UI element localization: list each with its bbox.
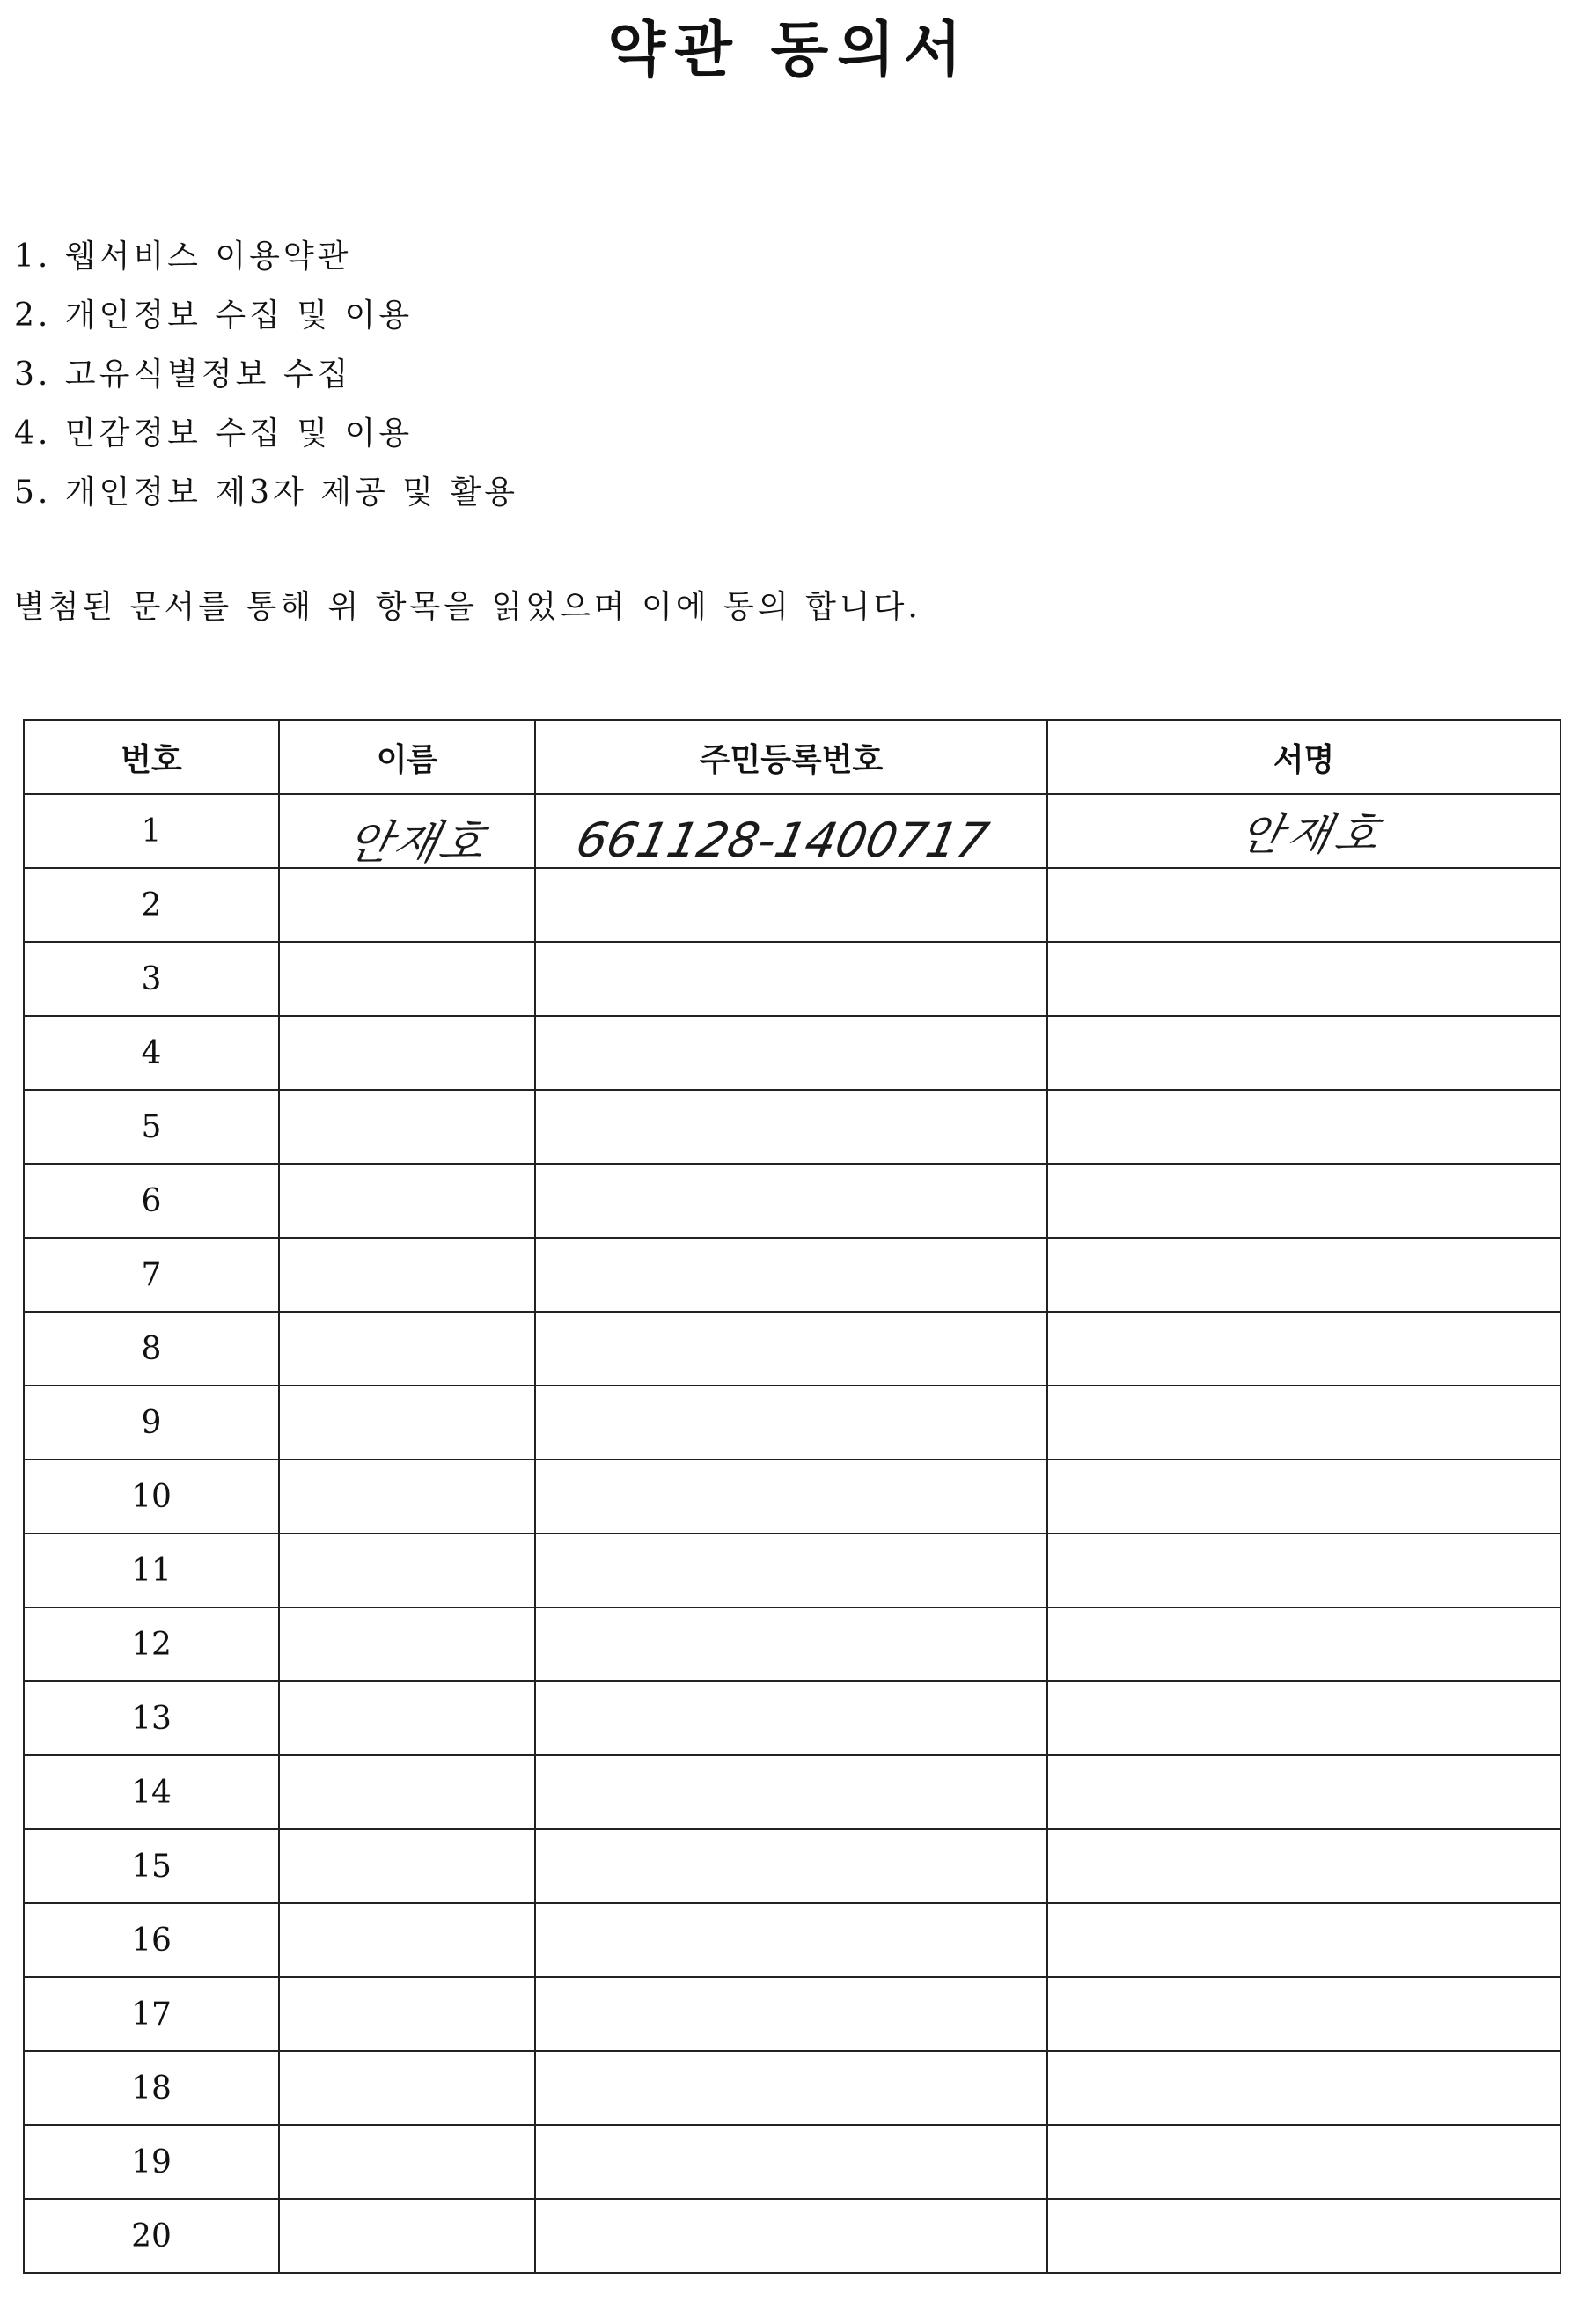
resident-number-cell[interactable] xyxy=(535,1755,1047,1829)
row-number: 4 xyxy=(24,1016,279,1090)
table-row xyxy=(24,1681,1560,1755)
signature-cell[interactable] xyxy=(1047,1977,1560,2051)
row-number: 5 xyxy=(24,1090,279,1164)
table-row xyxy=(24,1755,1560,1829)
name-cell[interactable] xyxy=(279,1977,535,2051)
name-cell[interactable] xyxy=(279,1386,535,1460)
resident-number-cell[interactable] xyxy=(535,1386,1047,1460)
row-number: 14 xyxy=(24,1755,279,1829)
terms-item: 3. 고유식별정보 수집 xyxy=(14,357,352,393)
table-row xyxy=(24,942,1560,1016)
table-row xyxy=(24,1533,1560,1607)
name-cell[interactable] xyxy=(279,2125,535,2199)
name-cell[interactable] xyxy=(279,1533,535,1607)
name-cell[interactable] xyxy=(279,1016,535,1090)
row-number: 1 xyxy=(24,794,279,868)
name-cell[interactable] xyxy=(279,1090,535,1164)
signature-cell[interactable] xyxy=(1047,1386,1560,1460)
handwritten-resident-number: 661128-1400717 xyxy=(571,812,994,868)
row-number: 10 xyxy=(24,1460,279,1533)
resident-number-cell[interactable] xyxy=(535,1312,1047,1386)
signature-cell[interactable] xyxy=(1047,2051,1560,2125)
terms-item: 2. 개인정보 수집 및 이용 xyxy=(14,298,414,334)
name-cell[interactable] xyxy=(279,1829,535,1903)
terms-list xyxy=(14,227,518,522)
consent-statement: 별첨된 문서를 통해 위 항목을 읽었으며 이에 동의 합니다. xyxy=(14,589,921,625)
signature-cell[interactable] xyxy=(1047,1681,1560,1755)
name-cell[interactable] xyxy=(279,1238,535,1312)
row-number: 6 xyxy=(24,1164,279,1238)
signature-cell[interactable] xyxy=(1047,2199,1560,2273)
resident-number-cell[interactable] xyxy=(535,1977,1047,2051)
table-row xyxy=(24,794,1560,868)
name-cell[interactable] xyxy=(279,942,535,1016)
resident-number-cell[interactable] xyxy=(535,1681,1047,1755)
resident-number-cell[interactable] xyxy=(535,794,1047,868)
signature-cell[interactable] xyxy=(1047,1829,1560,1903)
terms-item: 5. 개인정보 제3자 제공 및 활용 xyxy=(14,474,519,511)
name-cell[interactable] xyxy=(279,1755,535,1829)
resident-number-cell[interactable] xyxy=(535,942,1047,1016)
name-cell[interactable] xyxy=(279,1164,535,1238)
name-cell[interactable] xyxy=(279,1607,535,1681)
table-row xyxy=(24,1977,1560,2051)
handwritten-signature: 안재호 xyxy=(1235,809,1390,860)
column-header-name: 이름 xyxy=(279,720,535,794)
name-cell[interactable] xyxy=(279,2199,535,2273)
consent-table xyxy=(23,719,1561,2274)
row-number: 19 xyxy=(24,2125,279,2199)
resident-number-cell[interactable] xyxy=(535,2051,1047,2125)
table-row xyxy=(24,1607,1560,1681)
table-row xyxy=(24,868,1560,942)
name-cell[interactable] xyxy=(279,794,535,868)
row-number: 12 xyxy=(24,1607,279,1681)
signature-cell[interactable] xyxy=(1047,794,1560,868)
name-cell[interactable] xyxy=(279,1903,535,1977)
resident-number-cell[interactable] xyxy=(535,868,1047,942)
name-cell[interactable] xyxy=(279,2051,535,2125)
signature-cell[interactable] xyxy=(1047,1903,1560,1977)
row-number: 13 xyxy=(24,1681,279,1755)
signature-cell[interactable] xyxy=(1047,1607,1560,1681)
row-number: 17 xyxy=(24,1977,279,2051)
signature-cell[interactable] xyxy=(1047,2125,1560,2199)
row-number: 16 xyxy=(24,1903,279,1977)
row-number: 11 xyxy=(24,1533,279,1607)
name-cell[interactable] xyxy=(279,868,535,942)
table-row xyxy=(24,1829,1560,1903)
column-header-signature: 서명 xyxy=(1047,720,1560,794)
table-row xyxy=(24,1016,1560,1090)
row-number: 15 xyxy=(24,1829,279,1903)
terms-item: 1. 웹서비스 이용약관 xyxy=(14,239,352,275)
table-row xyxy=(24,2199,1560,2273)
name-cell[interactable] xyxy=(279,1460,535,1533)
table-row xyxy=(24,1386,1560,1460)
signature-cell[interactable] xyxy=(1047,868,1560,942)
name-cell[interactable] xyxy=(279,1312,535,1386)
row-number: 20 xyxy=(24,2199,279,2273)
row-number: 2 xyxy=(24,868,279,942)
resident-number-cell[interactable] xyxy=(535,1016,1047,1090)
signature-cell[interactable] xyxy=(1047,1238,1560,1312)
column-header-resident-number: 주민등록번호 xyxy=(535,720,1047,794)
row-number: 3 xyxy=(24,942,279,1016)
signature-cell[interactable] xyxy=(1047,1533,1560,1607)
table-row xyxy=(24,1903,1560,1977)
terms-item: 4. 민감정보 수집 및 이용 xyxy=(14,416,414,452)
signature-cell[interactable] xyxy=(1047,1312,1560,1386)
document-title: 약관 동의서 xyxy=(607,16,971,85)
resident-number-cell[interactable] xyxy=(535,1903,1047,1977)
row-number: 9 xyxy=(24,1386,279,1460)
resident-number-cell[interactable] xyxy=(535,1090,1047,1164)
table-body xyxy=(24,794,1560,2273)
row-number: 18 xyxy=(24,2051,279,2125)
resident-number-cell[interactable] xyxy=(535,1607,1047,1681)
column-header-number: 번호 xyxy=(24,720,279,794)
table-row xyxy=(24,1090,1560,1164)
table-row xyxy=(24,1460,1560,1533)
table-header-row xyxy=(24,720,1560,794)
table-row xyxy=(24,1164,1560,1238)
table-row xyxy=(24,2051,1560,2125)
signature-cell[interactable] xyxy=(1047,1460,1560,1533)
table-row xyxy=(24,2125,1560,2199)
signature-cell[interactable] xyxy=(1047,1016,1560,1090)
resident-number-cell[interactable] xyxy=(535,2199,1047,2273)
resident-number-cell[interactable] xyxy=(535,2125,1047,2199)
signature-cell[interactable] xyxy=(1047,1755,1560,1829)
signature-cell[interactable] xyxy=(1047,942,1560,1016)
table-row xyxy=(24,1238,1560,1312)
signature-cell[interactable] xyxy=(1047,1164,1560,1238)
resident-number-cell[interactable] xyxy=(535,1533,1047,1607)
signature-cell[interactable] xyxy=(1047,1090,1560,1164)
handwritten-name: 안재호 xyxy=(341,816,492,870)
resident-number-cell[interactable] xyxy=(535,1460,1047,1533)
resident-number-cell[interactable] xyxy=(535,1164,1047,1238)
row-number: 8 xyxy=(24,1312,279,1386)
row-number: 7 xyxy=(24,1238,279,1312)
resident-number-cell[interactable] xyxy=(535,1829,1047,1903)
table-row xyxy=(24,1312,1560,1386)
resident-number-cell[interactable] xyxy=(535,1238,1047,1312)
name-cell[interactable] xyxy=(279,1681,535,1755)
